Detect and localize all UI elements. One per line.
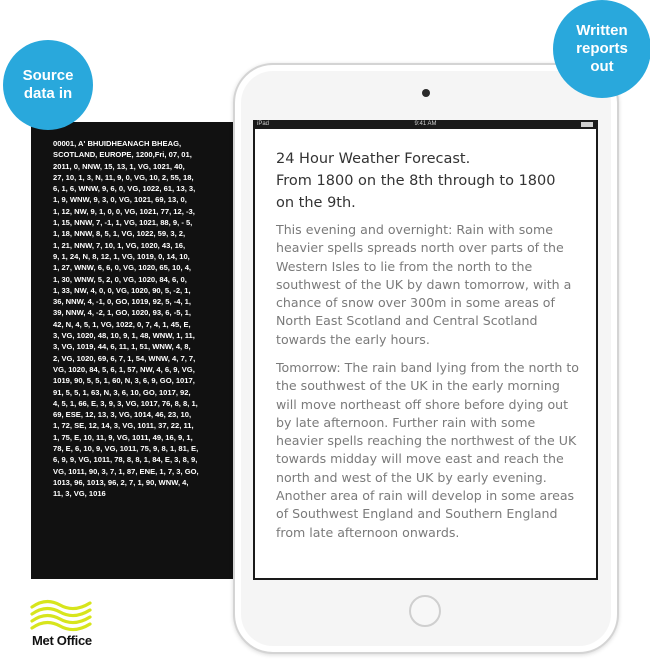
battery-icon — [581, 122, 593, 127]
forecast-paragraph-evening: This evening and overnight: Rain with some heavier spells spreads north over parts of the Western Isles to lie from the north to the southwest of the UK by dawn tomorrow, with a chance of snow over 300m in some areas of North East Scotland and Central Scotland towards the early hours. — [276, 222, 572, 347]
source-data-bubble: Source data in — [3, 40, 93, 130]
status-time: 9:41 AM — [414, 121, 437, 127]
home-button[interactable] — [409, 595, 441, 627]
status-bar — [253, 120, 598, 129]
status-carrier: iPad — [257, 121, 270, 127]
source-data-text: 00001, A' BHUIDHEANACH BHEAG, SCOTLAND, EUROPE, 1200,Fri, 07, 01, 2011, 0, NNW, 15, 13, 1, VG, 1021, 40, 27, 10, 1, 3, N, 11, 9, 0, VG, 10, 2, 55, 18, 6, 1, 6, WNW, 9, 6, 0, VG, 1022, 61, 13, 3, 1, 9, WNW, 9, 3, 0, VG, 1021, 69, 13, 0, 1, 12, NW, 9, 1, 0, 0, VG, 1021, 77, 12, -3, 1, 15, NNW, 7, -1, 1, VG, 1021, 88, 9, - 5, 1, 18, NNW, 8, 5, 1, VG, 1022, 59, 3, 2, 1, 21, NNW, 7, 10, 1, VG, 1020, 43, 16, 9, 1, 24, N, 8, 12, 1, VG, 1019, 0, 14, 10, 1, 27, WNW, 6, 6, 0, VG, 1020, 65, 10, 4, 1, 30, WNW, 5, 2, 0, VG, 1020, 84, 6, 0, 1, 33, NW, 4, 0, 0, VG, 1020, 90, 5, -2, 1, 36, NNW, 4, -1, 0, GO, 1019, 92, 5, -4, 1, 39, NNW, 4, -2, 1, GO, 1020, 93, 6, -5, 1, 42, N, 4, 5, 1, VG, 1022, 0, 7, 4, 1, 45, E, 3, VG, 1020, 48, 10, 9, 1, 48, WNW, 1, 11, 3, VG, 1019, 44, 6, 11, 1, 51, WNW, 4, 8, 2, VG, 1020, 69, 6, 7, 1, 54, WNW, 4, 7, 7, VG, 1020, 84, 5, 6, 1, 57, NW, 4, 6, 9, VG, 1019, 90, 5, 5, 1, 60, N, 3, 6, 9, GO, 1017, 91, 5, 5, 1, 63, N, 3, 6, 10, GO, 1017, 92, 4, 5, 1, 66, E, 3, 9, 3, VG, 1017, 76, 8, 8, 1, 69, ESE, 12, 13, 3, VG, 1014, 46, 23, 10, 1, 72, SE, 12, 14, 3, VG, 1011, 37, 22, 11, 1, 75, E, 10, 11, 9, VG, 1011, 49, 16, 9, 1, 78, E, 6, 10, 9, VG, 1011, 75, 9, 8, 1, 81, E, 6, 9, 9, VG, 1011, 78, 8, 8, 1, 84, E, 3, 8, 9, VG, 1011, 90, 3, 7, 1, 87, ENE, 1, 7, 3, GO, 1013, 96, 1013, 96, 2, 7, 1, 90, WNW, 4, 11, 3, VG, 1016 — [53, 139, 199, 499]
forecast-paragraph-tomorrow: Tomorrow: The rain band lying from the north to the southwest of the UK in the early morning will move northeast off shore before dying out by late afternoon. Further rain with some heavier spells reaching the northwest of the UK towards midday will move east and reach the north and west of the UK by early evening. Another area of rain will develop in some areas of Southwest England and Southern England from late afternoon onwards. — [276, 360, 579, 540]
written-reports-bubble: Written reports out — [553, 0, 650, 98]
met-office-logo-text: Met Office — [32, 633, 92, 648]
camera-icon — [422, 89, 430, 97]
forecast-title: 24 Hour Weather Forecast. From 1800 on the 8th through to 1800 on the 9th. — [276, 151, 556, 211]
